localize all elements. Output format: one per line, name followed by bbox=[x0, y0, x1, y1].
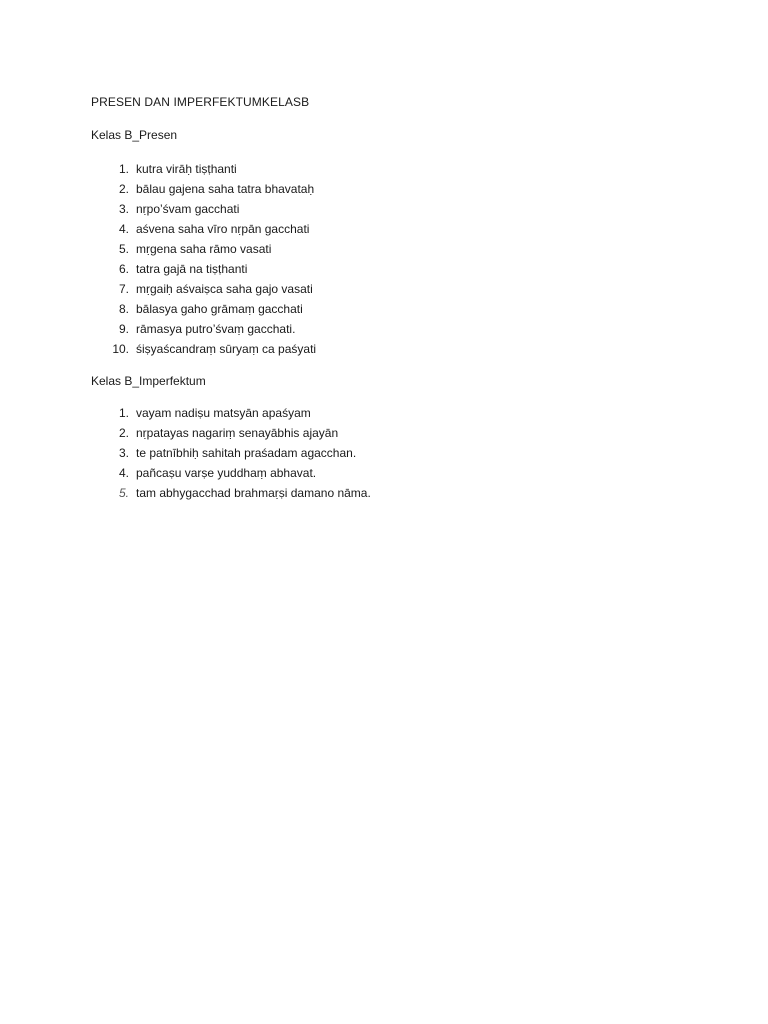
document-title: PRESEN DAN IMPERFEKTUMKELASB bbox=[91, 95, 310, 109]
list-item-text: mṛgaiḥ aśvaiṣca saha gajo vasati bbox=[136, 282, 313, 296]
list-item-number: 10. bbox=[112, 342, 129, 356]
list-item-text: aśvena saha vīro nṛpān gacchati bbox=[136, 222, 310, 236]
list-item-text: rāmasya putro’śvaṃ gacchati. bbox=[136, 322, 296, 336]
list-item-number: 5. bbox=[118, 242, 129, 256]
list-item-text: nṛpo’śvam gacchati bbox=[136, 202, 240, 216]
section-heading-imperfektum: Kelas B_Imperfektum bbox=[91, 374, 206, 388]
list-item-number: 9. bbox=[118, 322, 129, 336]
list-item-number: 2. bbox=[118, 182, 129, 196]
list-item-text: śiṣyaścandraṃ sūryaṃ ca paśyati bbox=[136, 342, 317, 356]
list-item-text: mṛgena saha rāmo vasati bbox=[136, 242, 272, 256]
list-item-number: 1. bbox=[118, 406, 129, 420]
list-item-number: 2. bbox=[118, 426, 129, 440]
list-item-number: 5. bbox=[118, 486, 129, 500]
list-item-number: 6. bbox=[118, 262, 129, 276]
list-item-text: tam abhygacchad brahmaṛṣi damano nāma. bbox=[136, 486, 371, 500]
list-item-number: 3. bbox=[118, 202, 129, 216]
list-item-number: 1. bbox=[118, 162, 129, 176]
list-item-number: 4. bbox=[118, 466, 129, 480]
list-item-number: 7. bbox=[118, 282, 129, 296]
list-item-text: kutra virāḥ tiṣṭhanti bbox=[136, 162, 237, 176]
list-item-text: pañcaṣu varṣe yuddhaṃ abhavat. bbox=[136, 466, 317, 480]
list-item-text: vayam nadiṣu matsyān apaśyam bbox=[136, 406, 311, 420]
list-item-text: bālau gajena saha tatra bhavataḥ bbox=[136, 182, 315, 196]
list-item-text: te patnībhiḥ sahitah praśadam agacchan. bbox=[136, 446, 357, 460]
list-item-number: 8. bbox=[118, 302, 129, 316]
list-item-text: nṛpatayas nagariṃ senayābhis ajayān bbox=[136, 426, 339, 440]
list-item-number: 4. bbox=[118, 222, 129, 236]
list-item-text: bālasya gaho grāmaṃ gacchati bbox=[136, 302, 303, 316]
list-item-text: tatra gajā na tiṣṭhanti bbox=[136, 262, 248, 276]
list-item-number: 3. bbox=[118, 446, 129, 460]
section-heading-presen: Kelas B_Presen bbox=[91, 128, 178, 142]
